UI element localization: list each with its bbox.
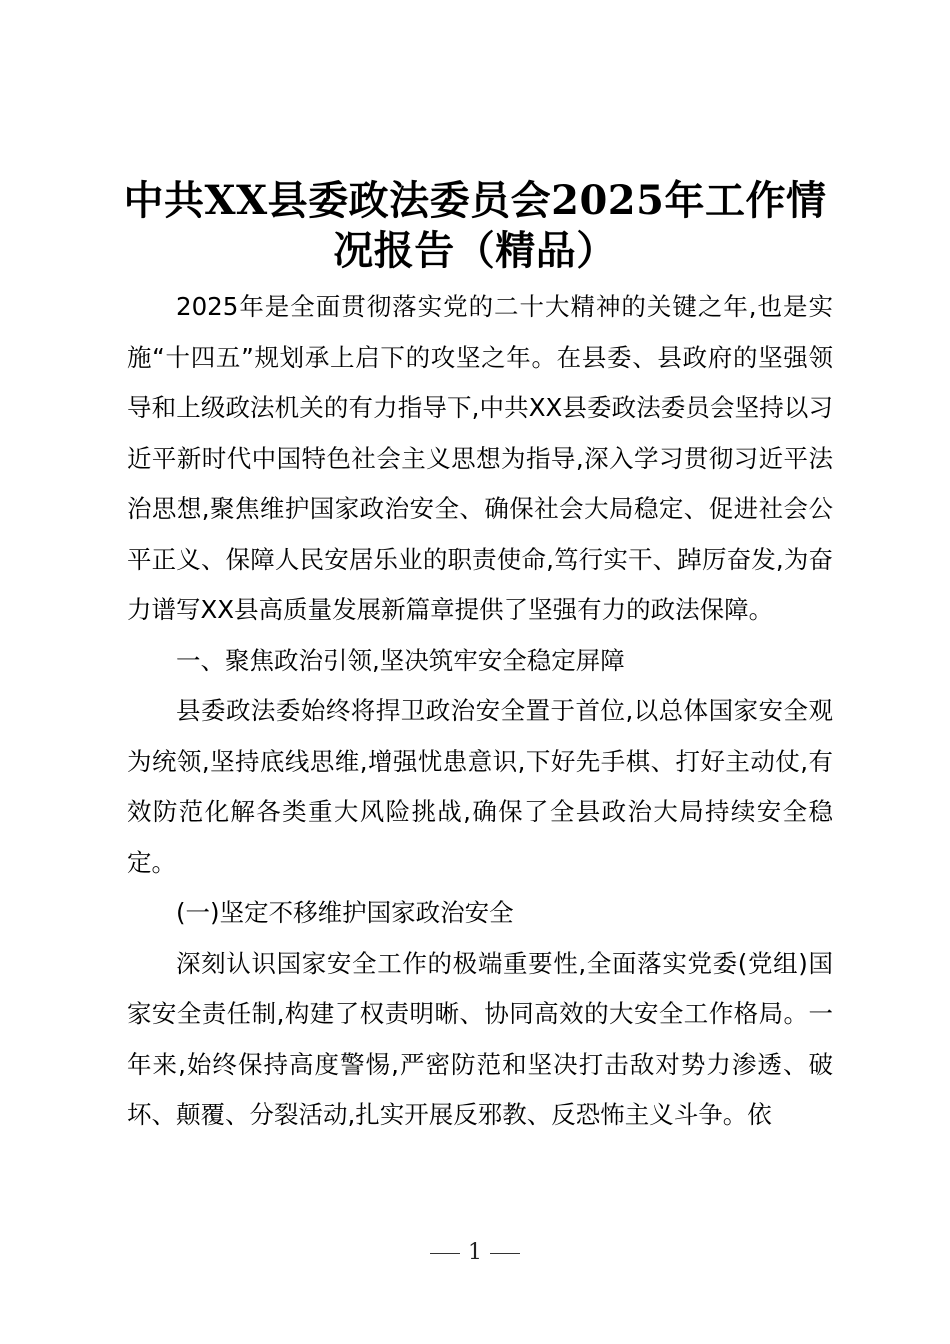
page-number: 1: [468, 1240, 482, 1265]
subsection-heading-1: (一)坚定不移维护国家政治安全: [176, 898, 514, 927]
page-footer: [0, 1238, 950, 1268]
document-body: [127, 282, 833, 1141]
document-title: 中共XX县委政法委员会2025年工作情况报告（精品）: [123, 177, 827, 274]
subsection-1-paragraph: 深刻认识国家安全工作的极端重要性,全面落实党委(党组)国家安全责任制,构建了权责明晰、协同高效的大安全工作格局。一年来,始终保持高度警惕,严密防范和坚决打击敌对势力渗透、破坏、颠覆、分裂活动,扎实开展反邪教、反恐怖主义斗争。依: [127, 948, 833, 1129]
intro-paragraph: 2025年是全面贯彻落实党的二十大精神的关键之年,也是实施“十四五”规划承上启下的攻坚之年。在县委、县政府的坚强领导和上级政法机关的有力指导下,中共XX县委政法委员会坚持以习近平新时代中国特色社会主义思想为指导,深入学习贯彻习近平法治思想,聚焦维护国家政治安全、确保社会大局稳定、促进社会公平正义、保障人民安居乐业的职责使命,笃行实干、踔厉奋发,为奋力谱写XX县高质量发展新篇章提供了坚强有力的政法保障。: [127, 292, 833, 624]
footer-dash-right: [490, 1253, 520, 1254]
section-heading-1: 一、聚焦政治引领,坚决筑牢安全稳定屏障: [176, 645, 625, 675]
section-1-paragraph: 县委政法委始终将捍卫政治安全置于首位,以总体国家安全观为统领,坚持底线思维,增强忧患意识,下好先手棋、打好主动仗,有效防范化解各类重大风险挑战,确保了全县政治大局持续安全稳定。: [127, 696, 833, 877]
footer-dash-left: [430, 1253, 460, 1254]
